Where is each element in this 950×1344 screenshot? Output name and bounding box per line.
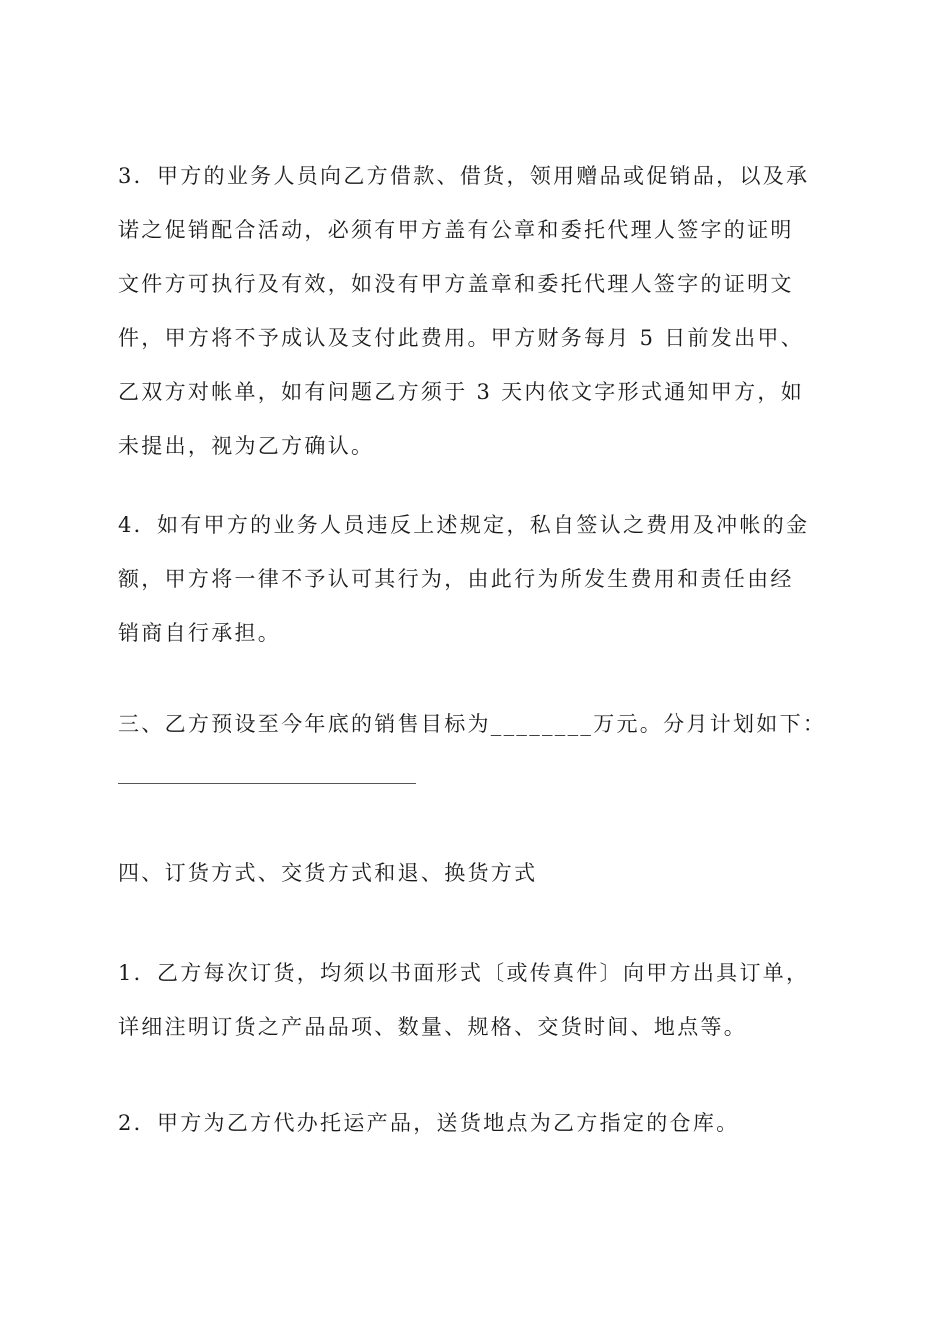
text-line: 乙双方对帐单，如有问题乙方须于 3 天内依文字形式通知甲方，如 (118, 380, 805, 404)
text-line: 诺之促销配合活动，必须有甲方盖有公章和委托代理人签字的证明 (118, 218, 794, 242)
text-line: 详细注明订货之产品品项、数量、规格、交货时间、地点等。 (118, 1015, 748, 1039)
text-line: 4．如有甲方的业务人员违反上述规定，私自签认之费用及冲帐的金 (118, 513, 810, 537)
text-line: 件，甲方将不予成认及支付此费用。甲方财务每月 5 日前发出甲、 (118, 326, 805, 350)
section-4-heading (118, 846, 838, 900)
text-line: 3．甲方的业务人员向乙方借款、借货，领用赠品或促销品，以及承 (118, 164, 810, 188)
order-clause-2-paragraph (118, 1096, 838, 1150)
text-line: 四、订货方式、交货方式和退、换货方式 (118, 861, 538, 885)
text-line: 文件方可执行及有效，如没有甲方盖章和委托代理人签字的证明文 (118, 272, 794, 296)
clause-3-paragraph (118, 149, 838, 473)
text-line: 未提出，视为乙方确认。 (118, 434, 375, 458)
monthly-plan-blank-line (118, 783, 416, 784)
text-line: 三、乙方预设至今年底的销售目标为________万元。分月计划如下： (118, 712, 827, 736)
text-line: 额，甲方将一律不予认可其行为，由此行为所发生费用和责任由经 (118, 567, 794, 591)
sales-target-paragraph (118, 697, 838, 751)
order-clause-1-paragraph (118, 946, 838, 1054)
clause-4-paragraph (118, 498, 838, 660)
text-line: 2．甲方为乙方代办托运产品，送货地点为乙方指定的仓库。 (118, 1111, 740, 1135)
text-line: 销商自行承担。 (118, 621, 282, 645)
text-line: 1．乙方每次订货，均须以书面形式〔或传真件〕向甲方出具订单， (118, 961, 810, 985)
